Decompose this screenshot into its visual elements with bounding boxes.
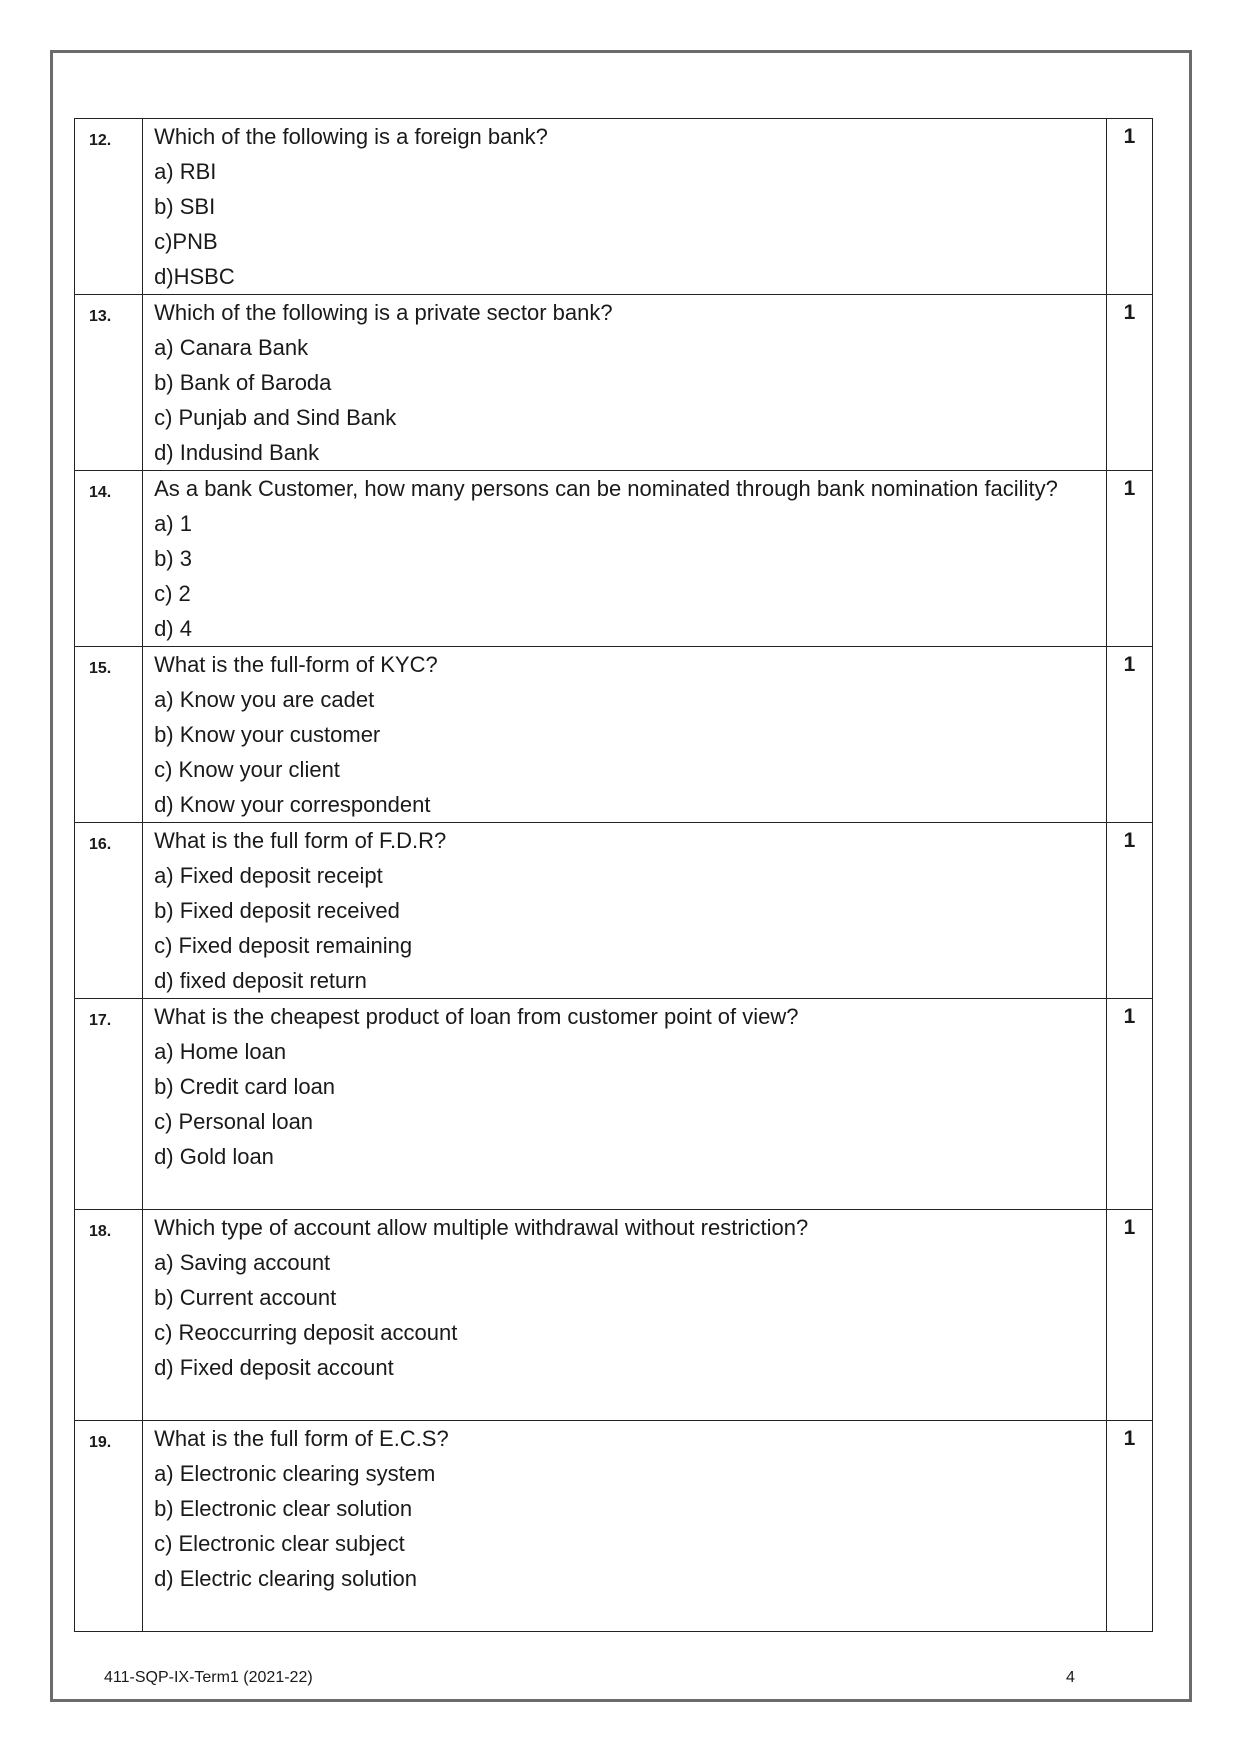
answer-option: d) 4 [154, 616, 192, 641]
answer-option: c) Fixed deposit remaining [154, 933, 413, 958]
answer-option: b) Know your customer [154, 722, 381, 747]
answer-option: c) Personal loan [154, 1109, 314, 1134]
question-text: Which of the following is a private sector bank? [154, 300, 613, 325]
question-text: What is the full form of E.C.S? [154, 1426, 449, 1451]
question-text: Which of the following is a foreign bank? [154, 124, 548, 149]
question-marks: 1 [1106, 1421, 1152, 1632]
question-number: 15. [75, 647, 143, 823]
answer-option: a) 1 [154, 511, 192, 536]
question-cell [143, 295, 1107, 471]
answer-option: a) Electronic clearing system [154, 1461, 436, 1486]
question-row [75, 119, 1153, 295]
answer-option: d) Know your correspondent [154, 792, 431, 817]
answer-option: c) Electronic clear subject [154, 1531, 405, 1556]
answer-option: c) Know your client [154, 757, 340, 782]
question-cell [143, 647, 1107, 823]
answer-option: b) 3 [154, 546, 192, 571]
answer-option: d) Electric clearing solution [154, 1566, 417, 1591]
question-text: What is the full-form of KYC? [154, 652, 438, 677]
question-number: 17. [75, 999, 143, 1210]
question-cell [143, 471, 1107, 647]
question-marks: 1 [1106, 999, 1152, 1210]
question-cell [143, 1421, 1107, 1632]
answer-option: a) Saving account [154, 1250, 331, 1275]
answer-option: b) Electronic clear solution [154, 1496, 413, 1521]
answer-option: a) Fixed deposit receipt [154, 863, 383, 888]
question-marks: 1 [1106, 295, 1152, 471]
question-number: 12. [75, 119, 143, 295]
answer-option: b) Current account [154, 1285, 337, 1310]
question-text: As a bank Customer, how many persons can be nominated through bank nomination facility? [154, 476, 1058, 501]
answer-option: b) Fixed deposit received [154, 898, 400, 923]
question-row [75, 647, 1153, 823]
question-marks: 1 [1106, 471, 1152, 647]
answer-option: a) Home loan [154, 1039, 287, 1064]
answer-option: d) Gold loan [154, 1144, 274, 1169]
question-cell [143, 999, 1107, 1210]
question-number: 19. [75, 1421, 143, 1632]
question-cell [143, 1210, 1107, 1421]
question-table-body [75, 119, 1153, 1632]
question-number: 14. [75, 471, 143, 647]
question-marks: 1 [1106, 823, 1152, 999]
answer-option: d) Fixed deposit account [154, 1355, 394, 1380]
footer-page-number: 4 [1066, 1669, 1075, 1686]
answer-option: d) fixed deposit return [154, 968, 367, 993]
answer-option: a) Canara Bank [154, 335, 309, 360]
question-cell [143, 823, 1107, 999]
answer-option: c) 2 [154, 581, 191, 606]
question-row [75, 471, 1153, 647]
answer-option: b) Bank of Baroda [154, 370, 332, 395]
answer-option: a) Know you are cadet [154, 687, 375, 712]
answer-option: c)PNB [154, 229, 218, 254]
answer-option: b) Credit card loan [154, 1074, 336, 1099]
answer-option: c) Reoccurring deposit account [154, 1320, 458, 1345]
question-marks: 1 [1106, 1210, 1152, 1421]
question-marks: 1 [1106, 119, 1152, 295]
answer-option: a) RBI [154, 159, 217, 184]
question-text: What is the cheapest product of loan from customer point of view? [154, 1004, 799, 1029]
question-text: What is the full form of F.D.R? [154, 828, 447, 853]
question-text: Which type of account allow multiple withdrawal without restriction? [154, 1215, 809, 1240]
answer-option: d) Indusind Bank [154, 440, 320, 465]
answer-option: b) SBI [154, 194, 216, 219]
question-table [74, 118, 1153, 1632]
question-cell [143, 119, 1107, 295]
question-row [75, 1210, 1153, 1421]
question-row [75, 823, 1153, 999]
question-number: 18. [75, 1210, 143, 1421]
question-number: 13. [75, 295, 143, 471]
question-number: 16. [75, 823, 143, 999]
question-row [75, 295, 1153, 471]
answer-option: d)HSBC [154, 264, 235, 289]
question-row [75, 1421, 1153, 1632]
question-marks: 1 [1106, 647, 1152, 823]
answer-option: c) Punjab and Sind Bank [154, 405, 397, 430]
footer-paper-code: 411-SQP-IX-Term1 (2021-22) [104, 1669, 313, 1686]
question-row [75, 999, 1153, 1210]
